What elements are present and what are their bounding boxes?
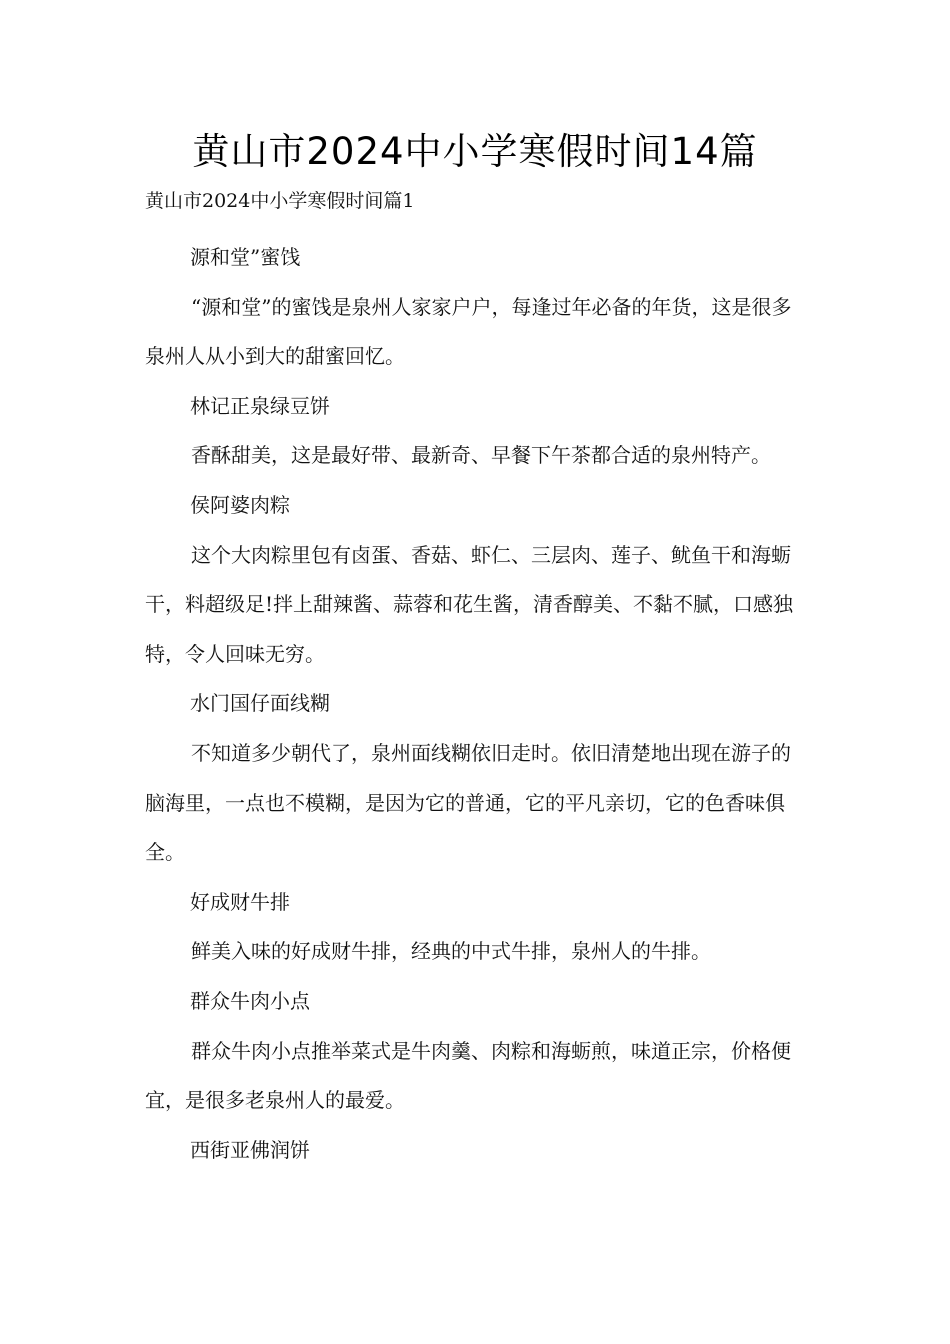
section-heading: 群众牛肉小点 xyxy=(190,988,310,1013)
section-heading: 源和堂”蜜饯 xyxy=(190,245,301,269)
section-heading: 好成财牛排 xyxy=(190,889,290,914)
paragraph: 鲜美入味的好成财牛排，经典的中式牛排，泉州人的牛排。 xyxy=(191,939,711,964)
paragraph: 群众牛肉小点推举菜式是牛肉羹、肉粽和海蛎煎，味道正宗，价格便宜，是很多老泉州人的最爱。 xyxy=(145,1038,791,1113)
paragraph: 这个大肉粽里包有卤蛋、香菇、虾仁、三层肉、莲子、鱿鱼干和海蛎干，料超级足!拌上甜辣酱、蒜蓉和花生酱，清香醇美、不黏不腻，口感独特，令人回味无穷。 xyxy=(145,542,794,666)
paragraph: “源和堂”的蜜饯是泉州人家家户户，每逢过年必备的年货，这是很多泉州人从小到大的甜蜜回忆。 xyxy=(145,294,792,369)
document-subtitle: 黄山市2024中小学寒假时间篇1 xyxy=(145,190,415,212)
paragraph: 不知道多少朝代了，泉州面线糊依旧走时。依旧清楚地出现在游子的脑海里，一点也不模糊，是因为它的普通，它的平凡亲切，它的色香味俱全。 xyxy=(145,740,791,865)
section-heading: 林记正泉绿豆饼 xyxy=(190,393,330,418)
paragraph: 香酥甜美，这是最好带、最新奇、早餐下午茶都合适的泉州特产。 xyxy=(191,443,771,468)
document-body xyxy=(145,233,807,1175)
section-heading: 侯阿婆肉粽 xyxy=(190,492,290,517)
section-heading: 水门国仔面线糊 xyxy=(190,691,330,716)
section-heading: 西街亚佛润饼 xyxy=(190,1137,310,1162)
document-title: 黄山市2024中小学寒假时间14篇 xyxy=(192,130,758,173)
